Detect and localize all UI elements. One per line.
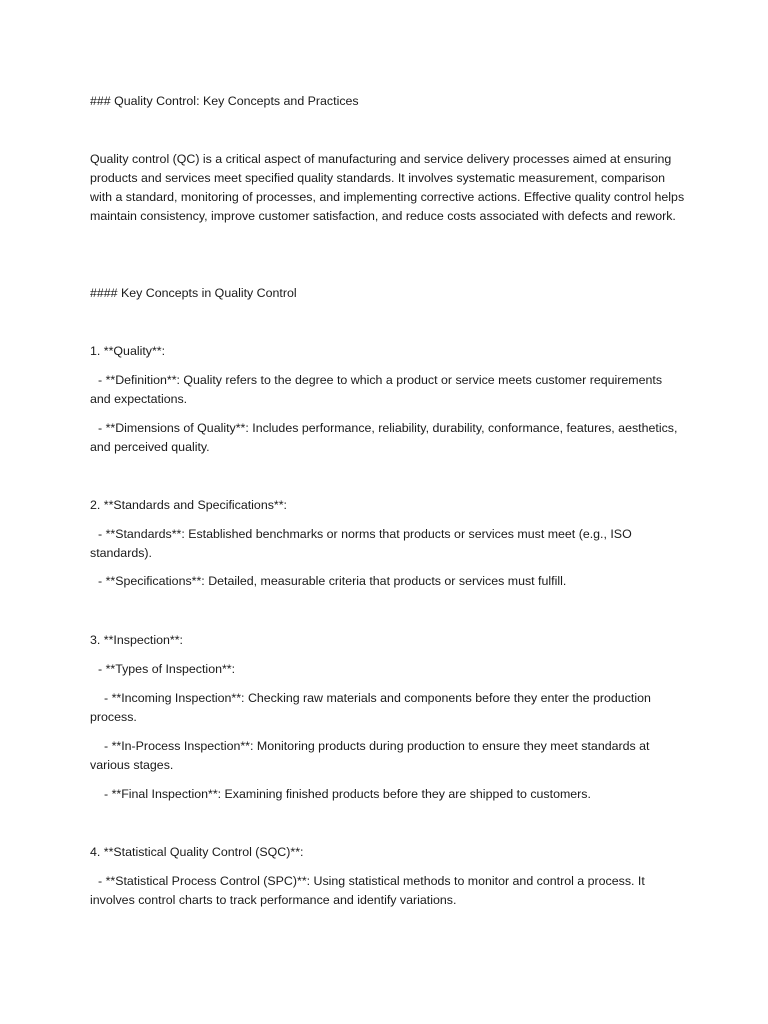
- section-heading: #### Key Concepts in Quality Control: [90, 286, 297, 300]
- list-item-line: - **Definition**: Quality refers to the degree to which a product or service meets customer requirements and expectations.: [90, 373, 663, 406]
- list-item-heading: 2. **Standards and Specifications**:: [90, 498, 287, 512]
- list-item-line: - **Types of Inspection**:: [98, 662, 236, 676]
- list-item-line: - **Final Inspection**: Examining finished products before they are shipped to customers.: [104, 787, 591, 801]
- list-item-line: - **Statistical Process Control (SPC)**: Using statistical methods to monitor and control a process. It involves control charts to track performance and identify variations.: [90, 874, 645, 907]
- list-item-line: - **Specifications**: Detailed, measurable criteria that products or services must fulfill.: [98, 574, 567, 588]
- list-item-heading: 4. **Statistical Quality Control (SQC)**:: [90, 845, 304, 859]
- list-item-heading: 1. **Quality**:: [90, 344, 166, 358]
- document-title: ### Quality Control: Key Concepts and Practices: [90, 94, 359, 108]
- list-item-line: - **Incoming Inspection**: Checking raw materials and components before they enter the production process.: [90, 691, 651, 724]
- list-item-line: - **In-Process Inspection**: Monitoring products during production to ensure they meet standards at various stages.: [90, 739, 650, 772]
- list-item-line: - **Dimensions of Quality**: Includes performance, reliability, durability, conformance, features, aesthetics, and perceived quality.: [90, 421, 678, 454]
- list-item-heading: 3. **Inspection**:: [90, 633, 183, 647]
- intro-paragraph: Quality control (QC) is a critical aspect of manufacturing and service delivery processes aimed at ensuring products and services meet specified quality standards. It involves systematic measurement, comparison with a standard, monitoring of processes, and implementing corrective actions. Effective quality control helps maintain consistency, improve customer satisfaction, and reduce costs associated with defects and rework.: [90, 152, 685, 223]
- list-item-line: - **Standards**: Established benchmarks or norms that products or services must meet (e.g., ISO standards).: [90, 527, 632, 560]
